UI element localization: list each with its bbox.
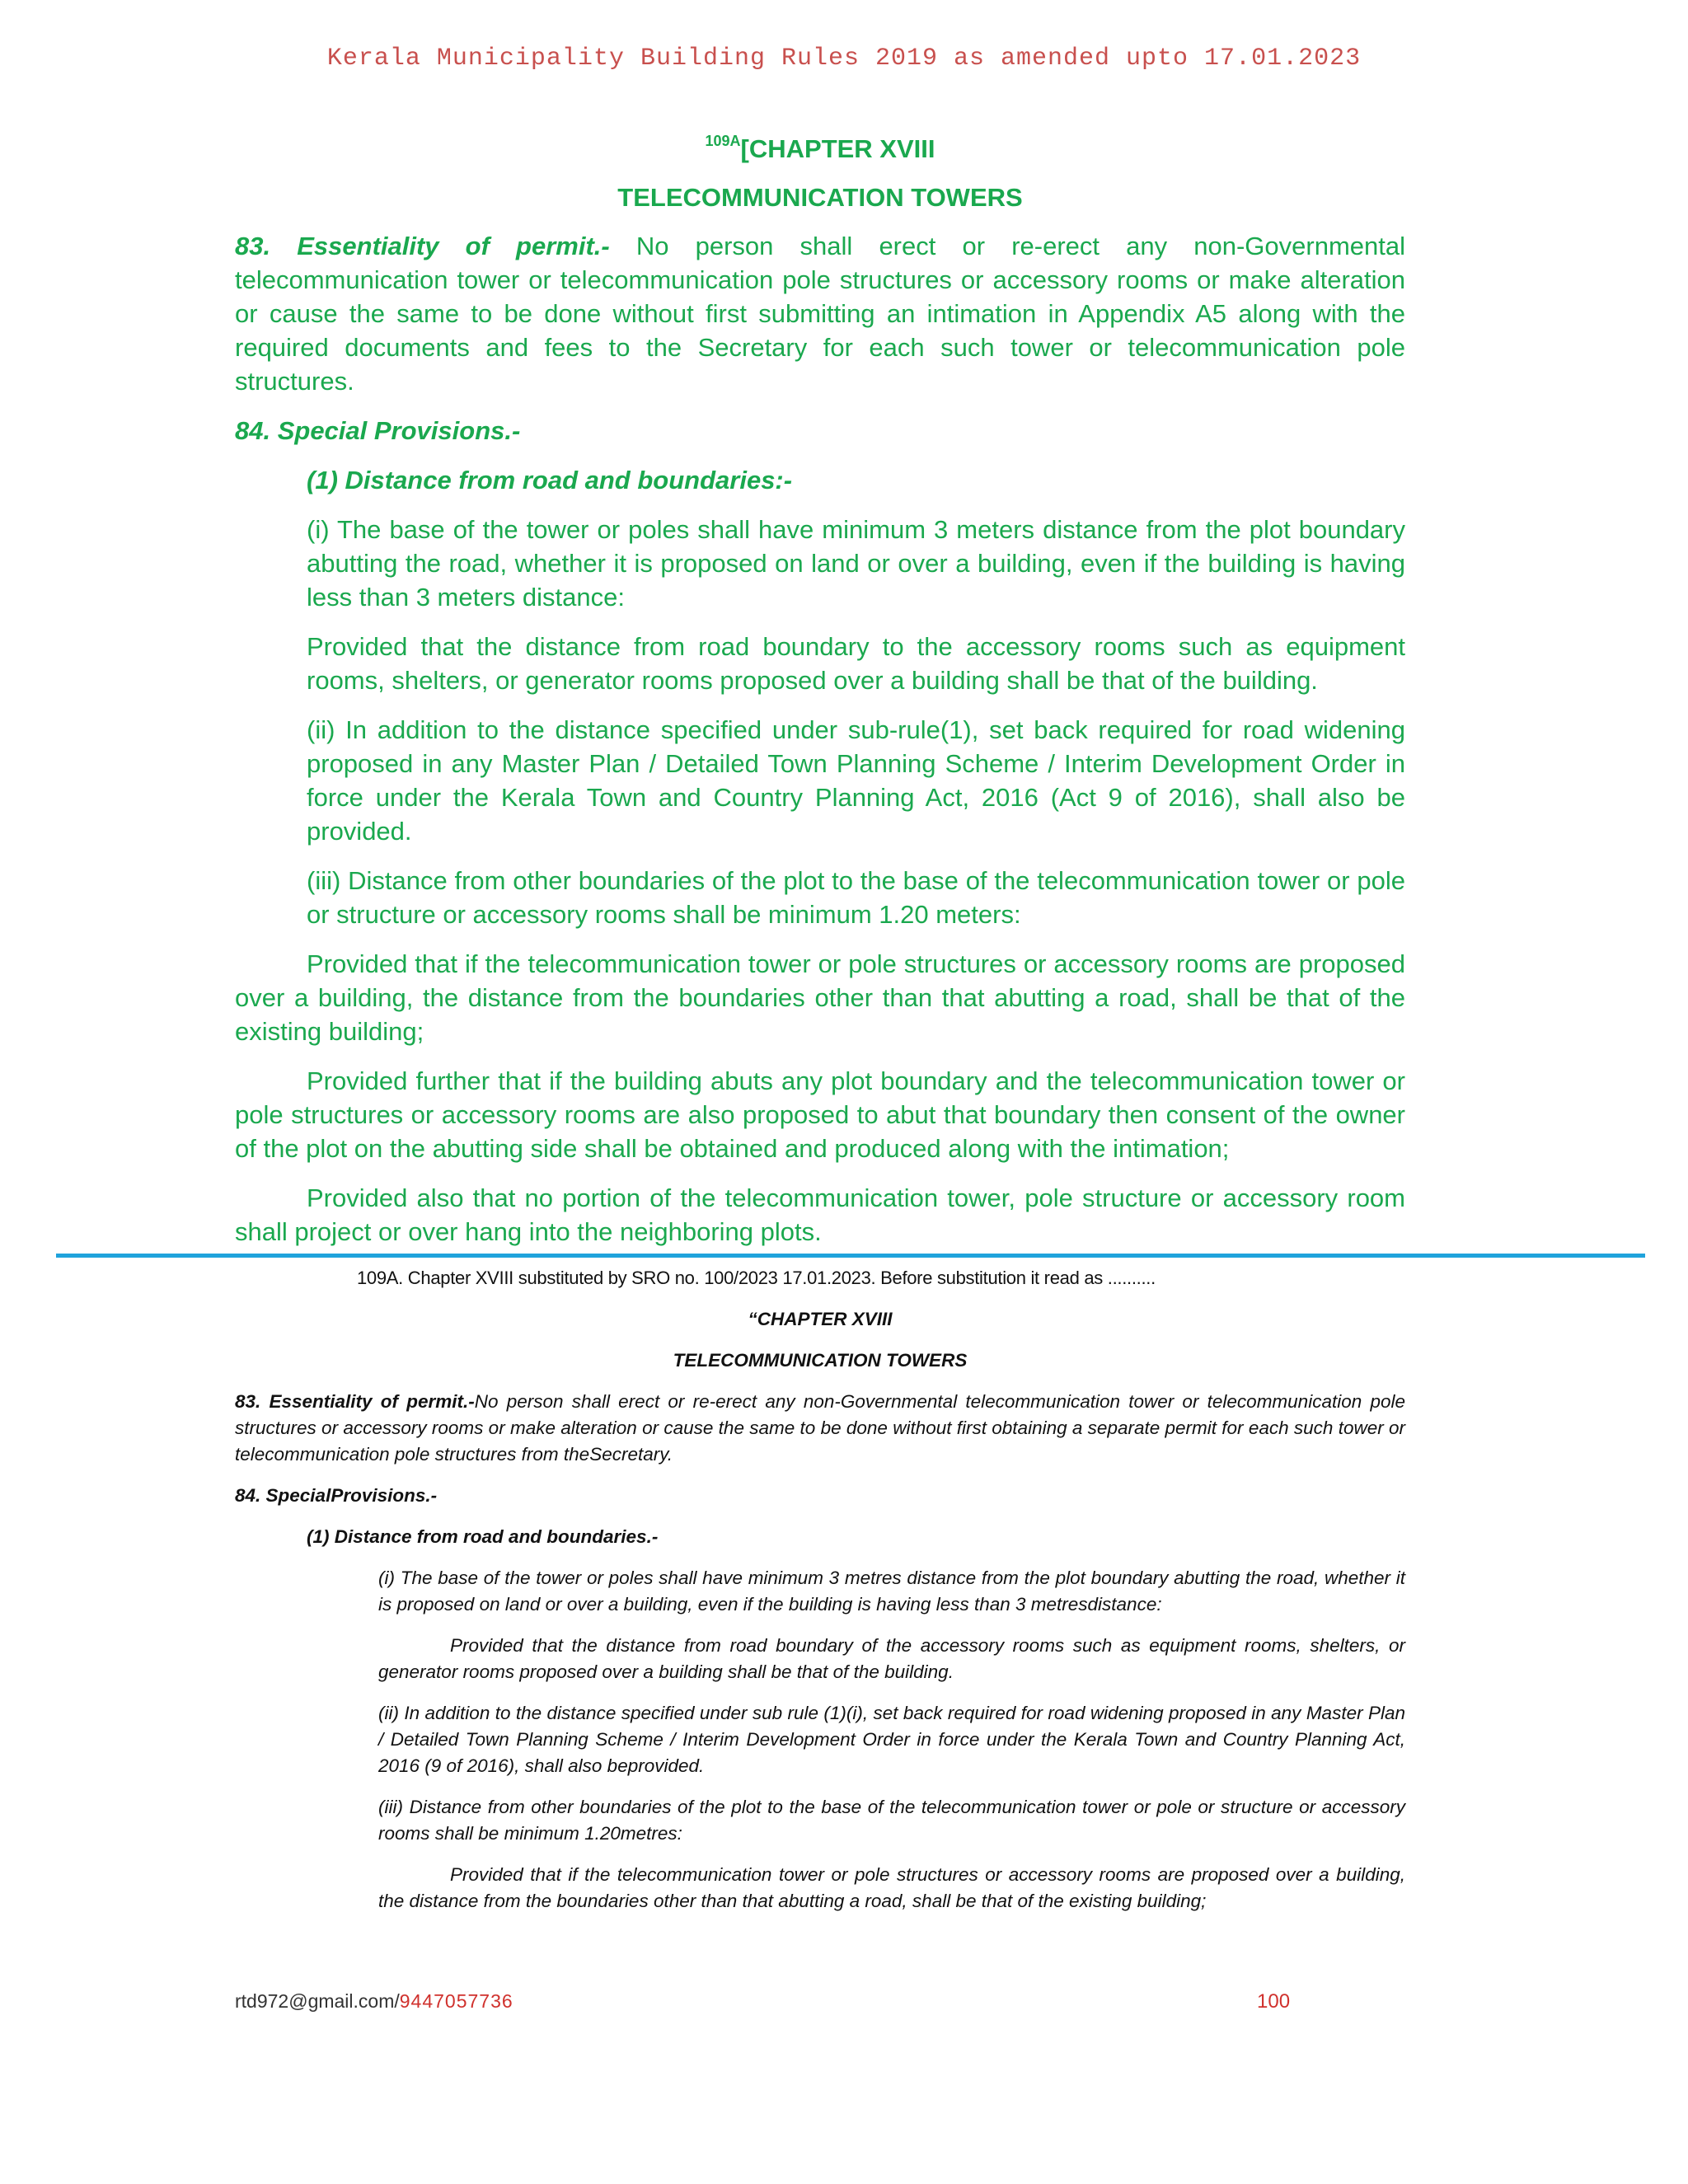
rule-83-text: No person shall erect or re-erect any non-Governmental telecommunication tower or telecommunication pole structures or accessory rooms or make alteration or cause the same to be done without first submitting an intimation in Appendix A5 along with the required documents and fees to the Secretary for each such tower or telecommunication pole structures.: [235, 232, 1405, 396]
footnote-clause-iii-proviso: Provided that if the telecommunication tower or pole structures or accessory rooms are proposed over a building, the distance from the boundaries other than that abutting a road, shall be that of the existing building;: [378, 1864, 1405, 1911]
footer-email[interactable]: rtd972@gmail.com/: [235, 1990, 400, 2012]
clause-ii: (ii) In addition to the distance specified under sub-rule(1), set back required for road widening proposed in any Master Plan / Detailed Town Planning Scheme / Interim Development Order in force under the Kerala Town and Country Planning Act, 2016 (Act 9 of 2016), shall also be provided.: [307, 715, 1405, 846]
footnote-sub-rule-1-heading: (1) Distance from road and boundaries.-: [307, 1526, 659, 1547]
rule-84-heading: 84. Special Provisions.-: [235, 416, 521, 445]
footnote-clause-i-proviso: Provided that the distance from road boundary of the accessory rooms such as equipment rooms, shelters, or generator rooms proposed over a building shall be that of the building.: [378, 1635, 1405, 1682]
footnote-chapter-heading: “CHAPTER XVIII: [748, 1309, 893, 1329]
footnote-clause-iii: (iii) Distance from other boundaries of the plot to the base of the telecommunication tower or pole or structure or accessory rooms shall be minimum 1.20metres:: [378, 1797, 1405, 1844]
clause-iii-proviso-3: Provided also that no portion of the telecommunication tower, pole structure or accessory room shall project or over hang into the neighboring plots.: [235, 1183, 1405, 1246]
chapter-heading: [235, 132, 1405, 166]
clause-iii-proviso-1: Provided that if the telecommunication tower or pole structures or accessory rooms are proposed over a building, the distance from the boundaries other than that abutting a road, shall be that of the existing building;: [235, 949, 1405, 1046]
footnote-separator: [56, 1254, 1645, 1258]
chapter-title: TELECOMMUNICATION TOWERS: [617, 183, 1023, 212]
page-number: 100: [1257, 1990, 1291, 2013]
footnote-reference: 109A. Chapter XVIII substituted by SRO no. 100/2023 17.01.2023. Before substitution it read as ..........: [357, 1268, 1156, 1288]
footnote-rule-83-heading: 83. Essentiality of permit.-: [235, 1391, 475, 1412]
footer-contact: [235, 1990, 513, 2013]
footnote-rule-84-heading: 84. SpecialProvisions.-: [235, 1485, 438, 1506]
rule-83-heading: 83. Essentiality of permit.-: [235, 232, 610, 260]
clause-i-proviso: Provided that the distance from road boundary to the accessory rooms such as equipment rooms, shelters, or generator rooms proposed over a building shall be that of the building.: [307, 632, 1405, 695]
chapter-heading-text: [CHAPTER XVIII: [740, 134, 935, 163]
footnote-clause-i: (i) The base of the tower or poles shall have minimum 3 metres distance from the plot boundary abutting the road, whether it is proposed on land or over a building, even if the building is having less than 3 metresdistance:: [378, 1568, 1405, 1615]
rule-83: [235, 229, 1405, 398]
clause-i: (i) The base of the tower or poles shall have minimum 3 meters distance from the plot boundary abutting the road, whether it is proposed on land or over a building, even if the building is having less than 3 meters distance:: [307, 515, 1405, 612]
footnote-marker[interactable]: 109A: [705, 133, 741, 149]
footer-phone: 9447057736: [399, 1990, 513, 2012]
footnote-rule-83-text: No person shall erect or re-erect any non-Governmental telecommunication tower or telecommunication pole structures or accessory rooms or make alteration or cause the same to be done without first obtaining a separate permit for each such tower or telecommunication pole structures from theSecretary.: [235, 1391, 1405, 1465]
clause-iii: (iii) Distance from other boundaries of the plot to the base of the telecommunication tower or pole or structure or accessory rooms shall be minimum 1.20 meters:: [307, 866, 1405, 929]
running-header: Kerala Municipality Building Rules 2019 as amended upto 17.01.2023: [326, 45, 1362, 73]
footnote-chapter-title: TELECOMMUNICATION TOWERS: [673, 1350, 968, 1371]
footnote-rule-83: [235, 1389, 1405, 1468]
sub-rule-1-heading: (1) Distance from road and boundaries:-: [307, 466, 793, 494]
footnote-clause-ii: (ii) In addition to the distance specified under sub rule (1)(i), set back required for road widening proposed in any Master Plan / Detailed Town Planning Scheme / Interim Development Order in force under the Kerala Town and Country Planning Act, 2016 (9 of 2016), shall also beprovided.: [378, 1703, 1405, 1776]
main-content: [235, 132, 1405, 1264]
footnote-section: [235, 1265, 1405, 1929]
clause-iii-proviso-2: Provided further that if the building abuts any plot boundary and the telecommunication tower or pole structures or accessory rooms are also proposed to abut that boundary then consent of the owner of the plot on the abutting side shall be obtained and produced along with the intimation;: [235, 1066, 1405, 1163]
